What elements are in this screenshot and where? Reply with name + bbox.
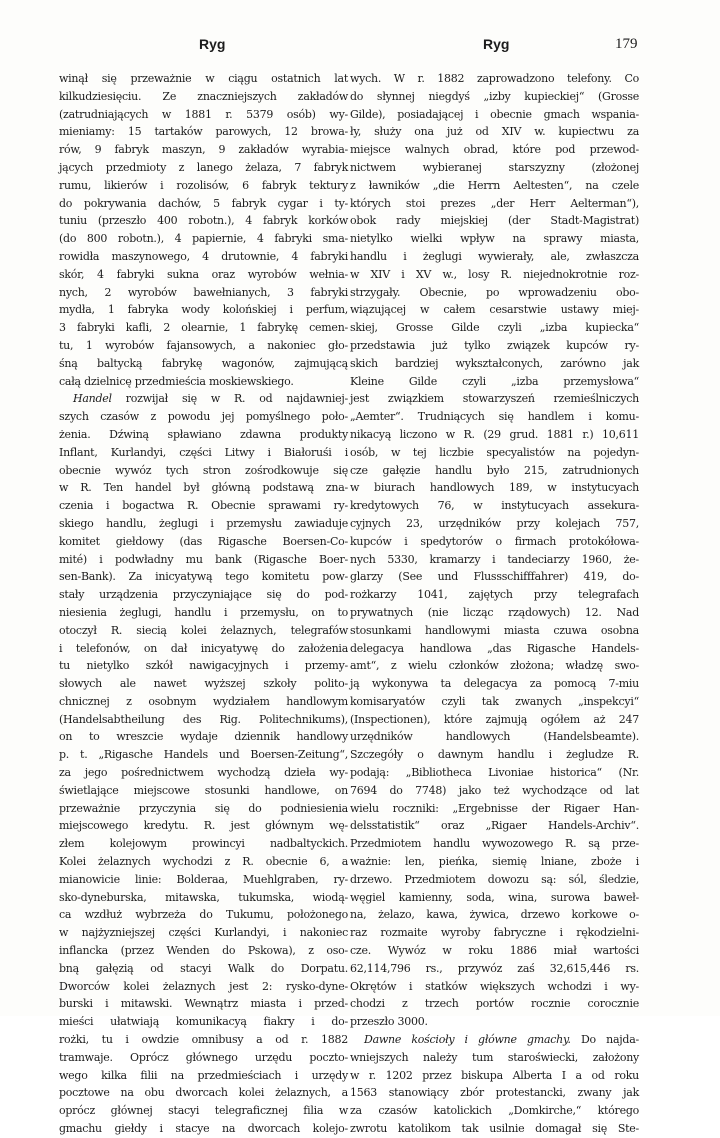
text-line <box>350 746 639 764</box>
text-line-content: „Aemter“. Trudniących się handlem i komu- <box>350 410 639 424</box>
text-line-content: komitet giełdowy (das Rigasche Boersen-Co- <box>59 534 348 548</box>
text-line-content: złem kolejowym prowincyi nadbaltyckich. <box>59 837 348 851</box>
text-line <box>350 373 639 391</box>
text-line-content: Przedmiotem handlu wywozowego R. są prze- <box>350 837 639 851</box>
text-line <box>350 1102 639 1120</box>
text-line <box>350 906 639 924</box>
text-line-content: Szczegóły o dawnym handlu i żegludze R. <box>350 748 639 762</box>
text-line-content: chodzi z trzech portów rocznie corocznie <box>350 997 639 1011</box>
text-line-content: prywatnych (nie licząc rządowych) 12. Nad <box>350 605 639 619</box>
text-line <box>350 889 639 907</box>
text-line-content: ją wykonywa ta delegacya za pomocą 7-miu <box>350 677 639 691</box>
text-line <box>350 426 639 444</box>
text-line-content: żenia. Dźwiną spławiano zdawna produkty <box>59 427 348 441</box>
text-line-content: nych, 2 wyrobów bawełnianych, 3 fabryki <box>59 285 348 299</box>
text-line-content: świetlające miejscowe stosunki handlowe, on <box>59 783 348 797</box>
text-line <box>59 106 348 124</box>
text-line <box>350 408 639 426</box>
text-line-content: przeszło 3000. <box>350 1015 428 1029</box>
text-line-content: tu nietylko szkół nawigacyjnych i przemy- <box>59 659 348 673</box>
text-line-content: w R. Ten handel był główną podstawą zna- <box>59 481 348 495</box>
text-line <box>59 675 348 693</box>
text-line <box>350 515 639 533</box>
text-line <box>350 479 639 497</box>
text-line <box>59 533 348 551</box>
text-line <box>350 123 639 141</box>
text-line-content: (Inspectionen), które zajmują ogółem aż 247 <box>350 712 639 726</box>
text-line-content: nietylko wielki wpływ na sprawy miasta, <box>350 232 639 246</box>
text-line-content: Okrętów i statków większych wchodzi i wy- <box>350 979 639 993</box>
text-line <box>350 1120 639 1138</box>
text-line <box>350 248 639 266</box>
text-line-content: kupców i spedytorów o firmach protokółowa- <box>350 534 639 548</box>
text-line-content: rożkarzy 1041, zajętych przy telegrafach <box>350 588 639 602</box>
text-line-content: przedstawia już tylko związek kupców ry- <box>350 338 639 352</box>
text-line <box>59 123 348 141</box>
text-line-content: w r. 1202 przez biskupa Alberta I a od roku <box>350 1068 639 1082</box>
text-line-content: inflancka (przez Wenden do Pskowa), z oso- <box>59 944 348 958</box>
text-line-content: Gilde), posiadającej i obecnie gmach wspania- <box>350 107 639 121</box>
text-line-content: nych 5330, kramarzy i tandeciarzy 1960, że- <box>350 552 639 566</box>
text-line <box>350 462 639 480</box>
text-line <box>59 195 348 213</box>
text-line <box>59 853 348 871</box>
text-line-content: osób, w tej liczbie specyalistów na pojedyn- <box>350 445 639 459</box>
text-line-content: cyjnych 23, urzędników przy kolejach 757, <box>350 516 639 530</box>
text-line-content: skich bardziej wykształconych, zarówno jak <box>350 356 639 370</box>
text-line <box>350 693 639 711</box>
text-line-content: bną gałęzią od stacyi Walk do Dorpatu. <box>59 961 348 975</box>
text-line-content: delsstatistik“ oraz „Rigaer Handels-Archiv“. <box>350 819 639 833</box>
text-line <box>350 88 639 106</box>
left-text-column <box>59 70 348 1138</box>
text-line <box>350 1084 639 1102</box>
text-line <box>59 711 348 729</box>
text-line-content: tramwaje. Oprócz głównego urzędu poczto- <box>59 1050 348 1064</box>
text-line-content: rożki, tu i owdzie omnibusy a od r. 1882 <box>59 1033 348 1047</box>
text-line <box>59 177 348 195</box>
text-line <box>59 889 348 907</box>
text-line <box>59 70 348 88</box>
text-line <box>59 924 348 942</box>
text-line-content: obok rady miejskiej (der Stadt-Magistrat) <box>350 214 639 228</box>
text-line-content: jących przedmioty z lanego żelaza, 7 fabryk <box>59 160 348 174</box>
text-line <box>59 817 348 835</box>
text-line <box>59 1120 348 1138</box>
text-line-content: tu, 1 wyrobów fajansowych, a nakoniec gło- <box>59 338 348 352</box>
text-line-content: ca wzdłuż wybrzeża do Tukumu, położonego <box>59 908 348 922</box>
text-line <box>350 1049 639 1067</box>
text-line-content: nictwem wybieranej starszyzny (złożonej <box>350 160 639 174</box>
header-middle-title: Ryg <box>483 36 510 52</box>
text-line-content: jest związkiem stowarzyszeń rzemieślniczych <box>350 392 639 406</box>
text-line <box>350 924 639 942</box>
text-line <box>59 746 348 764</box>
text-line-content: glarzy (See und Flussschifffahrer) 419, do- <box>350 570 639 584</box>
text-line <box>350 1067 639 1085</box>
text-line-content: wych. W r. 1882 zaprowadzono telefony. Co <box>350 72 639 85</box>
text-line <box>59 248 348 266</box>
text-line-content: przeważnie przyczynia się do podniesienia <box>59 801 348 815</box>
text-line-content: (zatrudniających w 1881 r. 5379 osób) wy- <box>59 107 348 121</box>
text-line-content: za czasów katolickich „Domkirche,“ którego <box>350 1104 639 1118</box>
text-line <box>59 1049 348 1067</box>
text-line-content: handlu i żeglugi wywierały, ale, zwłaszcza <box>350 249 639 263</box>
text-line-content: kredytowych 76, w instytucyach assekura- <box>350 499 639 513</box>
text-line <box>350 764 639 782</box>
text-line-content: p. t. „Rigasche Handels und Boersen-Zeitung“, <box>59 748 348 762</box>
text-line-content: podają: „Bibliotheca Livoniae historica“ (Nr. <box>350 766 639 780</box>
text-line <box>350 319 639 337</box>
text-line <box>350 141 639 159</box>
text-line <box>59 782 348 800</box>
text-line <box>59 835 348 853</box>
text-line-content: miejscowego kredytu. R. jest głównym wę- <box>59 819 348 833</box>
text-line <box>350 622 639 640</box>
text-line <box>59 319 348 337</box>
text-line <box>59 88 348 106</box>
text-line-content: strzygały. Obecnie, po wprowadzeniu obo- <box>350 285 639 299</box>
text-line-content: Kleine Gilde czyli „izba przemysłowa“ <box>350 374 639 388</box>
text-line <box>350 817 639 835</box>
text-line <box>350 871 639 889</box>
text-line-content: chnicznej z osobnym wydziałem handlowym <box>59 694 348 708</box>
text-line-content: cze. Wywóz w roku 1886 miał wartości <box>350 944 639 958</box>
text-line-content: do pokrywania dachów, 5 fabryk cygar i ty- <box>59 196 348 210</box>
page-number: 179 <box>615 36 638 52</box>
text-line <box>59 942 348 960</box>
text-line <box>350 960 639 978</box>
text-line-content: niesienia żeglugi, handlu i przemysłu, on to <box>59 605 348 619</box>
text-line-content: Inflant, Kurlandyi, części Litwy i Białoruśi i <box>59 445 348 459</box>
text-line <box>350 195 639 213</box>
text-line-content: tuniu (przeszło 400 robotn.), 4 fabryk korków <box>59 214 348 228</box>
text-line <box>59 426 348 444</box>
text-line <box>59 497 348 515</box>
text-line <box>59 141 348 159</box>
text-line-content: i telefonów, on dał inicyatywę do założenia <box>59 641 348 655</box>
text-line-content: drzewo. Przedmiotem dowozu są: sól, śledzie, <box>350 872 639 886</box>
text-line-content: skiej, Grosse Gilde czyli „izba kupiecka“ <box>350 321 639 335</box>
text-line-content: skiego handlu, żeglugi i przemysłu zawiaduje <box>59 516 348 530</box>
text-line <box>59 1102 348 1120</box>
text-line-content: za jego pośrednictwem wychodzą dzieła wy- <box>59 766 348 780</box>
text-line <box>59 212 348 230</box>
text-line <box>59 728 348 746</box>
text-line <box>59 622 348 640</box>
text-line-content: cze gałęzie handlu było 215, zatrudnionych <box>350 463 639 477</box>
text-line-content: miejsce walnych obrad, które pod przewod- <box>350 143 639 157</box>
text-line <box>350 728 639 746</box>
text-line-content: stały urządzenia przyczyniające się do pod- <box>59 588 348 602</box>
text-line <box>59 568 348 586</box>
text-line <box>59 906 348 924</box>
text-line-content: komisaryatów czyli tak zwanych „inspekcyi“ <box>350 694 639 708</box>
text-line <box>59 479 348 497</box>
text-line-content: (do 800 robotn.), 4 papiernie, 4 fabryki sma- <box>59 232 348 246</box>
text-line <box>350 159 639 177</box>
text-line <box>59 1031 348 1049</box>
text-line <box>350 284 639 302</box>
text-line <box>59 693 348 711</box>
text-line-content: w biurach handlowych 189, w instytucyach <box>350 481 639 495</box>
text-line <box>59 408 348 426</box>
text-line <box>59 1067 348 1085</box>
text-line-content: burski i mitawski. Wewnątrz miasta i przed- <box>59 997 348 1011</box>
text-line <box>59 604 348 622</box>
text-line <box>59 355 348 373</box>
text-line-content: mité) i podwładny mu bank (Rigasche Boer- <box>59 552 348 566</box>
section-heading: Handel <box>73 392 112 406</box>
text-line-content: obecnie wywóz tych stron zośrodkowuje się <box>59 463 348 477</box>
text-line-content: on to wreszcie wydaje dziennik handlowy <box>59 730 348 744</box>
text-line <box>59 515 348 533</box>
text-line <box>350 70 639 88</box>
text-line <box>350 835 639 853</box>
text-line <box>59 640 348 658</box>
text-line <box>350 212 639 230</box>
text-line-content: amt“, z wielu członków złożona; władzę swo- <box>350 659 639 673</box>
text-line-content: Do najda- <box>570 1033 639 1047</box>
section-heading: Dawne kościoły i główne gmachy. <box>364 1033 571 1047</box>
text-line <box>59 800 348 818</box>
text-line-content: wiązującej w całem cesarstwie ustawy miej- <box>350 303 639 317</box>
text-line <box>350 711 639 729</box>
text-line <box>350 497 639 515</box>
text-line-content: całą dzielnicę przedmieścia moskiewskiego. <box>59 374 294 388</box>
text-line-content: 1563 stanowiący zbór protestancki, zwany jak <box>350 1086 639 1100</box>
text-line-content: mydła, 1 fabryka wody kolońskiej i perfum, <box>59 303 348 317</box>
text-line-content: rów, 9 fabryk maszyn, 9 zakładów wyrabia- <box>59 143 348 157</box>
text-line-content: winął się przeważnie w ciągu ostatnich lat <box>59 72 348 85</box>
text-line <box>59 284 348 302</box>
text-line <box>59 978 348 996</box>
text-line-content: raz rozmaite wyroby fabryczne i rękodzielni- <box>350 926 639 940</box>
text-line <box>350 675 639 693</box>
text-line-content: których stoi prezes „der Herr Aelterman“), <box>350 196 639 210</box>
right-text-column <box>350 70 639 1138</box>
text-line-content: wego kilka filii na przedmieściach i urzędy <box>59 1068 348 1082</box>
text-line-content: nikacyą liczono w R. (29 grud. 1881 r.) 10,611 <box>350 427 639 441</box>
text-line-content: pocztowe na obu dworcach kolei żelaznych, a <box>59 1086 348 1100</box>
text-line-content: mianowicie linie: Bolderaa, Muehlgraben, ry- <box>59 872 348 886</box>
text-line-content: mieniamy: 15 tartaków parowych, 12 browa- <box>59 125 348 139</box>
text-line <box>59 1084 348 1102</box>
text-line-content: w XIV i XV w., losy R. niejednokrotnie roz- <box>350 267 639 281</box>
text-line-content: skór, 4 fabryki sukna oraz wyrobów wełnia- <box>59 267 348 281</box>
text-line <box>350 995 639 1013</box>
text-line-content: węgiel kamienny, soda, wina, surowa baweł- <box>350 890 639 904</box>
running-header <box>0 36 720 58</box>
text-line <box>350 604 639 622</box>
text-line-content: wniejszych należy tum staroświecki, założony <box>350 1050 639 1064</box>
text-line-content: w najżyzniejszej części Kurlandyi, i nakoniec <box>59 926 348 940</box>
text-line-content: (Handelsabtheilung des Rig. Politechnikums), <box>59 712 348 726</box>
text-line <box>59 230 348 248</box>
text-line <box>59 301 348 319</box>
text-line-content: urzędników handlowych (Handelsbeamte). <box>350 730 639 744</box>
text-line <box>350 266 639 284</box>
text-line <box>59 373 348 391</box>
text-line-content: do słynnej niegdyś „izby kupieckiej“ (Grosse <box>350 89 639 103</box>
text-line <box>59 657 348 675</box>
text-line <box>59 764 348 782</box>
text-line-content: delegacya handlowa „das Rigasche Handels- <box>350 641 639 655</box>
text-line <box>350 800 639 818</box>
text-line-content: z ławników „die Herrn Aeltesten“, na czele <box>350 178 639 192</box>
text-line <box>350 444 639 462</box>
text-line <box>59 337 348 355</box>
text-line <box>350 230 639 248</box>
text-line-content: ły, służy ona już od XIV w. kupiectwu za <box>350 125 639 139</box>
text-line-content: oprócz głównej stacyi telegraficznej filia w <box>59 1104 348 1118</box>
text-line-content: szych czasów z powodu jej pomyślnego poło- <box>59 410 348 424</box>
text-line-content: ważnie: len, pieńka, siemię lniane, zboże i <box>350 855 639 869</box>
text-line-content: Kolei żelaznych wychodzi z R. obecnie 6, a <box>59 855 348 869</box>
text-line-content: kilkudziesięciu. Ze znaczniejszych zakładów <box>59 89 348 103</box>
text-line <box>59 444 348 462</box>
text-line <box>59 266 348 284</box>
text-line-content: 3 fabryki kafli, 2 olearnie, 1 fabrykę cemen- <box>59 321 348 335</box>
text-line-content: śną baltycką fabrykę wagonów, zajmującą <box>59 356 348 370</box>
text-line <box>350 640 639 658</box>
header-left-title: Ryg <box>199 36 226 52</box>
text-line-content: mieści ułatwiają komunikacyą fiakry i do- <box>59 1015 348 1029</box>
text-line <box>350 177 639 195</box>
text-line-content: 7694 do 7748) jako też wychodzące od lat <box>350 783 639 797</box>
text-line <box>350 337 639 355</box>
text-line-content: 62,114,796 rs., przywóz zaś 32,615,446 rs. <box>350 961 639 975</box>
text-line-content: sen-Bank). Za inicyatywą tego komitetu pow- <box>59 570 348 584</box>
text-line-content: gmachu giełdy i stacye na dworcach kolejo- <box>59 1122 348 1136</box>
text-line <box>59 960 348 978</box>
text-line <box>350 586 639 604</box>
text-line <box>59 586 348 604</box>
text-line-content: otoczył R. siecią kolei żelaznych, telegrafów <box>59 623 348 637</box>
text-line-content: sko-dyneburska, mitawska, tukumska, wiodą- <box>59 890 348 904</box>
text-line <box>59 462 348 480</box>
text-line <box>350 978 639 996</box>
text-line-content: rowidła maszynowego, 4 drutownie, 4 fabryki <box>59 249 348 263</box>
text-line <box>350 390 639 408</box>
text-line <box>59 390 348 408</box>
text-line-content: stosunkami handlowymi miasta czuwa osobna <box>350 623 639 637</box>
text-line-content: słowych ale nawet wyższej szkoły polito- <box>59 677 348 691</box>
text-line <box>350 301 639 319</box>
text-line-content: rozwijał się w R. od najdawniej- <box>111 392 348 406</box>
text-line <box>59 159 348 177</box>
text-line <box>350 1031 639 1049</box>
text-line-content: na, żelazo, kawa, żywica, drzewo korkowe o- <box>350 908 639 922</box>
text-line-content: czenia i bogactwa R. Obecnie sprawami ry- <box>59 499 348 513</box>
text-line <box>350 782 639 800</box>
text-line <box>59 871 348 889</box>
text-line <box>350 853 639 871</box>
text-line <box>350 533 639 551</box>
text-line-content: rumu, likierów i rozolisów, 6 fabryk tektury <box>59 178 348 192</box>
text-line-content: Dworców kolei żelaznych jest 2: rysko-dyne- <box>59 979 348 993</box>
text-line <box>350 106 639 124</box>
text-line <box>350 355 639 373</box>
text-line <box>59 551 348 569</box>
text-line <box>59 995 348 1013</box>
text-line <box>350 551 639 569</box>
text-line-content: wielu roczniki: „Ergebnisse der Rigaer Han- <box>350 801 639 815</box>
text-line <box>350 657 639 675</box>
text-line <box>350 568 639 586</box>
text-line <box>350 942 639 960</box>
text-line-content: zwrotu katolikom tak usilnie domagał się Ste- <box>350 1122 639 1136</box>
